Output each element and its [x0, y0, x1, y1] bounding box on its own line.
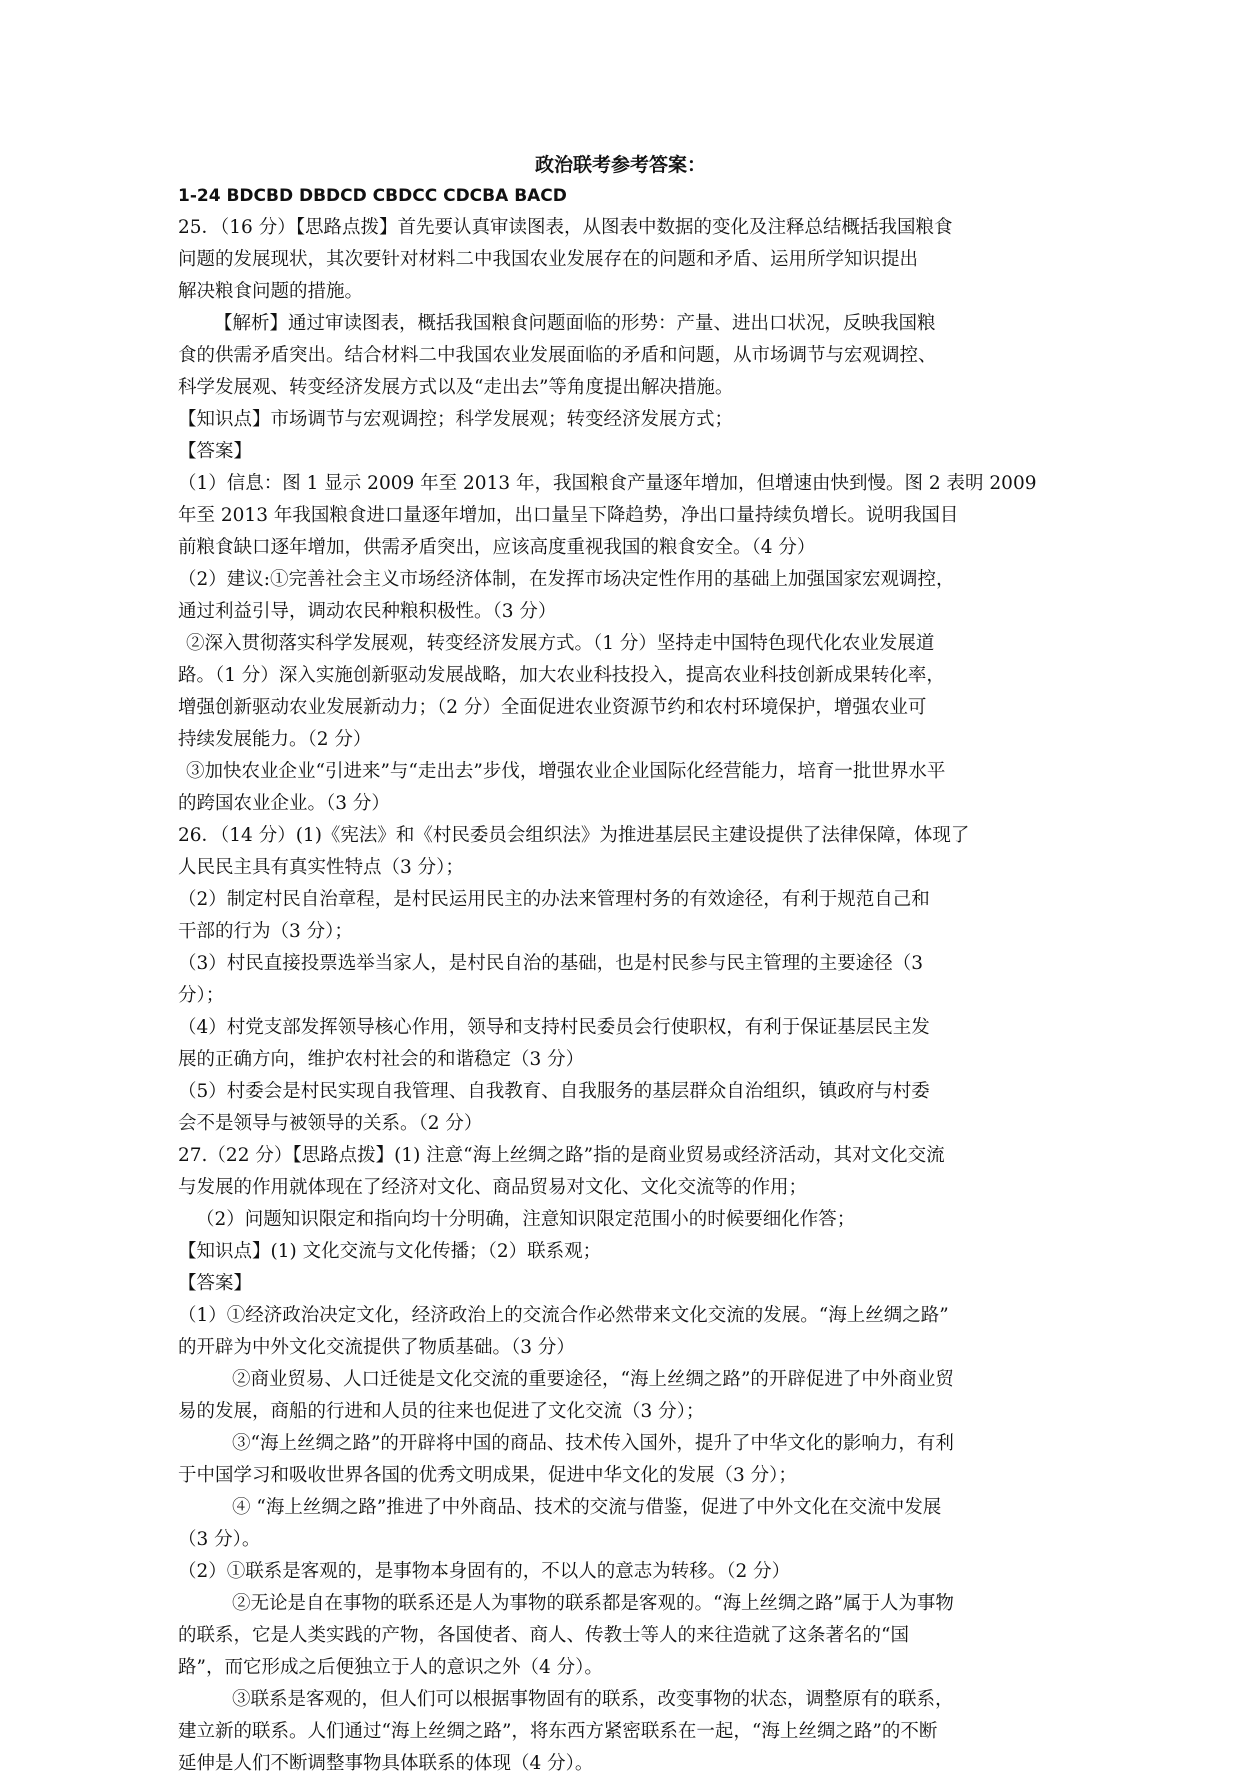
text-line: （3 分）。	[178, 1529, 261, 1550]
text-line: ③“海上丝绸之路”的开辟将中国的商品、技术传入国外，提升了中华文化的影响力，有利	[232, 1433, 954, 1454]
text-line: 通过利益引导，调动农民种粮积极性。（3 分）	[178, 601, 557, 622]
answer-body	[178, 180, 1070, 1780]
text-line: 与发展的作用就体现在了经济对文化、商品贸易对文化、文化交流等的作用；	[178, 1177, 808, 1198]
text-line: 增强创新驱动农业发展新动力；（2 分）全面促进农业资源节约和农村环境保护，增强农业可	[178, 697, 927, 718]
text-line: 的跨国农业企业。（3 分）	[178, 793, 390, 814]
text-line: ②商业贸易、人口迁徙是文化交流的重要途径，“海上丝绸之路”的开辟促进了中外商业贸	[232, 1369, 954, 1390]
text-line: （2）①联系是客观的，是事物本身固有的，不以人的意志为转移。（2 分）	[178, 1561, 791, 1582]
q26-header: 26．（14 分）(1)《宪法》和《村民委员会组织法》为推进基层民主建设提供了法律保障，体现了	[178, 825, 970, 846]
text-line: 于中国学习和吸收世界各国的优秀文明成果，促进中华文化的发展（3 分）；	[178, 1465, 797, 1486]
text-line: 建立新的联系。人们通过“海上丝绸之路”，将东西方紧密联系在一起，“海上丝绸之路”的不断	[178, 1721, 938, 1742]
text-line: 展的正确方向，维护农村社会的和谐稳定（3 分）	[178, 1049, 585, 1070]
text-line: 路。（1 分）深入实施创新驱动发展战略，加大农业科技投入，提高农业科技创新成果转化率，	[178, 665, 945, 686]
text-line: 持续发展能力。（2 分）	[178, 729, 372, 750]
q27-header: 27.（22 分）【思路点拨】(1) 注意“海上丝绸之路”指的是商业贸易或经济活动，其对文化交流	[178, 1145, 945, 1166]
text-line: 前粮食缺口逐年增加，供需矛盾突出，应该高度重视我国的粮食安全。（4 分）	[178, 537, 816, 558]
text-line: 延伸是人们不断调整事物具体联系的体现（4 分）。	[178, 1753, 594, 1774]
text-line: （2）问题知识限定和指向均十分明确，注意知识限定范围小的时候要细化作答；	[196, 1209, 856, 1230]
text-line: （2）制定村民自治章程，是村民运用民主的办法来管理村务的有效途径，有利于规范自己和	[178, 889, 930, 910]
text-line: ④ “海上丝绸之路”推进了中外商品、技术的交流与借鉴，促进了中外文化在交流中发展	[232, 1497, 942, 1518]
page-title: 政治联考参考答案：	[534, 154, 706, 176]
multiple-choice-answers: 1-24 BDCBD DBDCD CBDCC CDCBA BACD	[178, 186, 567, 206]
text-line: ②深入贯彻落实科学发展观，转变经济发展方式。（1 分）坚持走中国特色现代化农业发展道	[186, 633, 935, 654]
text-line: 【答案】	[178, 1273, 253, 1294]
q25-header: 25．（16 分）【思路点拨】首先要认真审读图表，从图表中数据的变化及注释总结概括我国粮食	[178, 217, 953, 238]
text-line: 食的供需矛盾突出。结合材料二中我国农业发展面临的矛盾和问题，从市场调节与宏观调控、	[178, 345, 937, 366]
text-line: 【答案】	[178, 441, 253, 462]
text-line: （3）村民直接投票选举当家人，是村民自治的基础，也是村民参与民主管理的主要途径（3	[178, 953, 924, 974]
text-line: 易的发展，商船的行进和人员的往来也促进了文化交流（3 分）；	[178, 1401, 705, 1422]
text-line: （2）建议:①完善社会主义市场经济体制，在发挥市场决定性作用的基础上加强国家宏观调控，	[178, 569, 955, 590]
text-line: 路”，而它形成之后便独立于人的意识之外（4 分）。	[178, 1657, 603, 1678]
text-line: 【解析】通过审读图表，概括我国粮食问题面临的形势：产量、进出口状况，反映我国粮	[214, 313, 936, 334]
text-line: 【知识点】(1) 文化交流与文化传播；（2）联系观；	[178, 1241, 602, 1262]
text-line: ③加快农业企业“引进来”与“走出去”步伐，增强农业企业国际化经营能力，培育一批世界水平	[186, 761, 946, 782]
text-line: 干部的行为（3 分）；	[178, 921, 353, 942]
text-line: 人民民主具有真实性特点（3 分）；	[178, 857, 464, 878]
text-line: 会不是领导与被领导的关系。（2 分）	[178, 1113, 483, 1134]
text-line: （5）村委会是村民实现自我管理、自我教育、自我服务的基层群众自治组织，镇政府与村委	[178, 1081, 930, 1102]
text-line: ③联系是客观的，但人们可以根据事物固有的联系，改变事物的状态，调整原有的联系，	[232, 1689, 954, 1710]
text-line: 分）；	[178, 985, 225, 1006]
text-line: 科学发展观、转变经济发展方式以及“走出去”等角度提出解决措施。	[178, 377, 734, 398]
text-line: （1）①经济政治决定文化，经济政治上的交流合作必然带来文化交流的发展。“海上丝绸之路”	[178, 1305, 949, 1326]
text-line: 问题的发展现状，其次要针对材料二中我国农业发展存在的问题和矛盾、运用所学知识提出	[178, 249, 919, 270]
text-line: 年至 2013 年我国粮食进口量逐年增加，出口量呈下降趋势，净出口量持续负增长。说明我国目	[178, 505, 959, 526]
text-line: （4）村党支部发挥领导核心作用，领导和支持村民委员会行使职权，有利于保证基层民主发	[178, 1017, 930, 1038]
text-line: 的联系，它是人类实践的产物，各国使者、商人、传教士等人的来往造就了这条著名的“国	[178, 1625, 909, 1646]
text-line: ②无论是自在事物的联系还是人为事物的联系都是客观的。“海上丝绸之路”属于人为事物	[232, 1593, 954, 1614]
text-line: 解决粮食问题的措施。	[178, 281, 364, 302]
text-line: 【知识点】市场调节与宏观调控；科学发展观；转变经济发展方式；	[178, 409, 734, 430]
text-line: （1）信息：图 1 显示 2009 年至 2013 年，我国粮食产量逐年增加，但增速由快到慢。图 2 表明 2009	[178, 473, 1037, 494]
text-line: 的开辟为中外文化交流提供了物质基础。（3 分）	[178, 1337, 575, 1358]
